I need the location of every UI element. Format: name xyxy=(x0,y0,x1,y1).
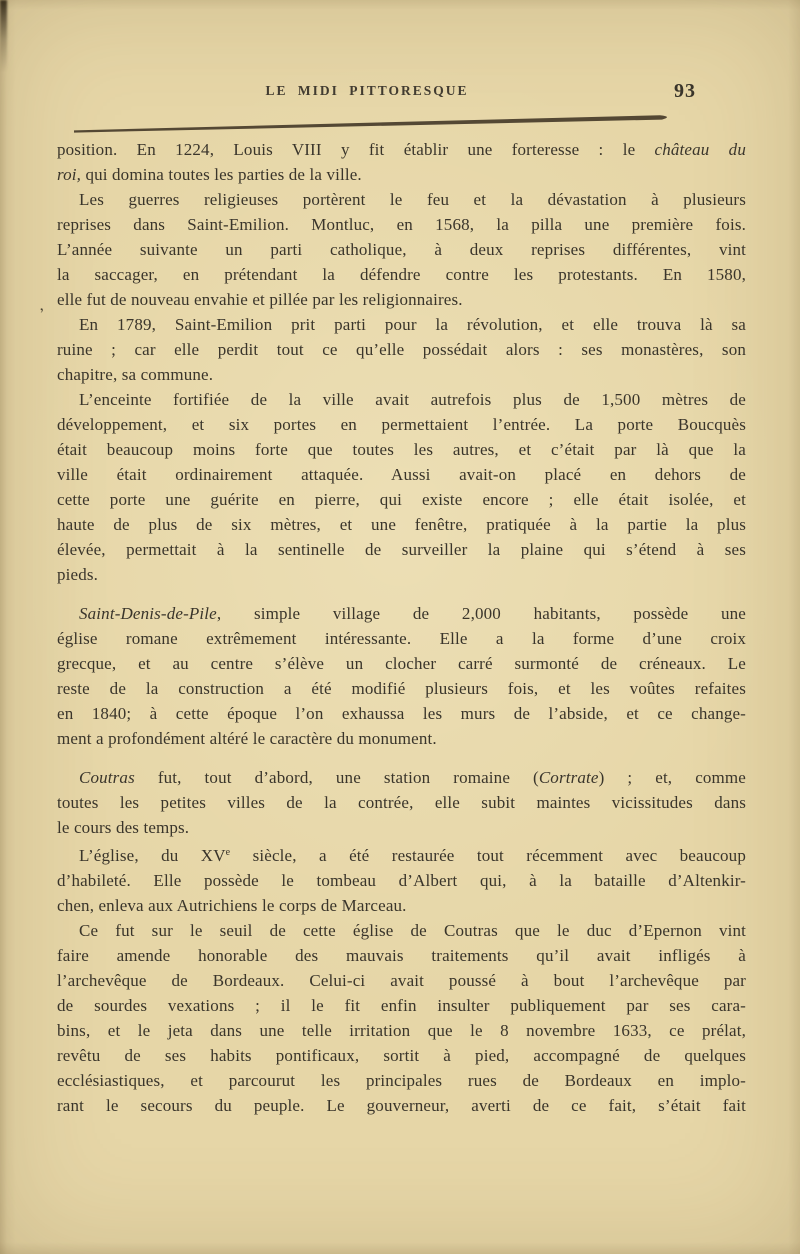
text-run: en 1840; à cette époque l’on exhaussa les murs de l’abside, et ce change- xyxy=(57,704,746,723)
text-line xyxy=(57,212,746,237)
text-run: reprises dans Saint-Emilion. Montluc, en 1568, la pilla une première fois. xyxy=(57,215,746,234)
text-line xyxy=(57,968,746,993)
text-run: l’archevêque de Bordeaux. Celui-ci avait poussé à bout l’archevêque par xyxy=(57,971,746,990)
text-run: ville était ordinairement attaquée. Aussi avait-on placé en dehors de xyxy=(57,465,746,484)
paragraph xyxy=(57,601,746,751)
text-run: Coutras xyxy=(79,768,135,787)
text-run: e xyxy=(225,847,231,858)
text-line xyxy=(57,651,746,676)
paragraph xyxy=(57,918,746,1118)
text-line xyxy=(57,601,746,626)
text-line xyxy=(57,387,746,412)
paragraph xyxy=(57,840,746,918)
text-block xyxy=(57,137,746,1118)
text-line xyxy=(57,1018,746,1043)
text-run: , simple village de 2,000 habitants, possède une xyxy=(216,604,746,623)
text-run: ) ; et, comme xyxy=(598,768,746,787)
paragraph xyxy=(57,187,746,312)
text-run: fut, tout d’abord, une station romaine ( xyxy=(134,768,539,787)
text-run: L’église, du XV xyxy=(79,846,226,865)
text-line xyxy=(57,537,746,562)
text-run: chen, enleva aux Autrichiens le corps de Marceau. xyxy=(57,896,407,915)
text-run: élevée, permettait à la sentinelle de surveiller la plaine qui s’étend à ses xyxy=(57,540,746,559)
text-run: haute de plus de six mètres, et une fenêtre, pratiquée à la partie la plus xyxy=(57,515,746,534)
text-line xyxy=(57,918,746,943)
header-rule xyxy=(74,112,678,136)
text-line xyxy=(57,137,746,162)
text-run: ecclésiastiques, et parcourut les principales rues de Bordeaux en implo- xyxy=(57,1071,746,1090)
text-line xyxy=(57,790,746,815)
text-run: revêtu de ses habits pontificaux, sortit à pied, accompagné de quelques xyxy=(57,1046,746,1065)
text-line xyxy=(57,162,746,187)
text-run: cette porte une guérite en pierre, qui existe encore ; elle était isolée, et xyxy=(57,490,746,509)
text-run: bins, et le jeta dans une telle irritation que le 8 novembre 1633, ce prélat, xyxy=(57,1021,746,1040)
text-run: rant le secours du peuple. Le gouverneur, averti de ce fait, s’était fait xyxy=(57,1096,746,1115)
text-run: reste de la construction a été modifié plusieurs fois, et les voûtes refaites xyxy=(57,679,746,698)
running-title: LE MIDI PITTORESQUE xyxy=(265,83,469,98)
text-run: toutes les petites villes de la contrée, elle subit maintes vicissitudes dans xyxy=(57,793,746,812)
text-run: le cours des temps. xyxy=(57,818,190,837)
page-number: 93 xyxy=(674,80,696,102)
text-run: ment a profondément altéré le caractère du monument. xyxy=(57,729,437,748)
text-line xyxy=(57,1093,746,1118)
text-run: chapitre, sa commune. xyxy=(57,365,214,384)
text-run: la saccager, en prétendant la défendre contre les protestants. En 1580, xyxy=(57,265,746,284)
text-run: d’habileté. Elle possède le tombeau d’Albert qui, à la bataille d’Altenkir- xyxy=(57,871,746,890)
text-run: de sourdes vexations ; il le fit enfin insulter publiquement par ses cara- xyxy=(57,996,746,1015)
text-run: château du xyxy=(654,140,746,159)
text-run: L’année suivante un parti catholique, à deux reprises différentes, vint xyxy=(57,240,746,259)
text-line xyxy=(57,312,746,337)
text-line xyxy=(57,943,746,968)
text-line xyxy=(57,626,746,651)
text-run: roi, xyxy=(57,165,82,184)
text-run: En 1789, Saint-Emilion prit parti pour la révolution, et elle trouva là sa xyxy=(79,315,746,334)
text-run: Ce fut sur le seuil de cette église de Coutras que le duc d’Epernon vint xyxy=(79,921,746,940)
page-header xyxy=(0,80,800,104)
text-run: L’enceinte fortifiée de la ville avait autrefois plus de 1,500 mètres de xyxy=(79,390,746,409)
text-run: elle fut de nouveau envahie et pillée par les religionnaires. xyxy=(57,290,463,309)
paragraph xyxy=(57,312,746,387)
text-line xyxy=(57,562,746,587)
text-run: ruine ; car elle perdit tout ce qu’elle possédait alors : ses monastères, son xyxy=(57,340,746,359)
text-line xyxy=(57,362,746,387)
text-run: était beaucoup moins forte que toutes les autres, et c’était par là que la xyxy=(57,440,746,459)
text-run: Les guerres religieuses portèrent le feu et la dévastation à plusieurs xyxy=(79,190,746,209)
text-line xyxy=(57,512,746,537)
text-line xyxy=(57,1043,746,1068)
text-line xyxy=(57,1068,746,1093)
text-line xyxy=(57,187,746,212)
text-line xyxy=(57,701,746,726)
text-line xyxy=(57,237,746,262)
text-run: Saint-Denis-de-Pile xyxy=(79,604,217,623)
scan-edge-shadow xyxy=(0,0,7,72)
text-line xyxy=(57,868,746,893)
text-run: Cortrate xyxy=(538,768,599,787)
text-run: position. En 1224, Louis VIII y fit établir une forteresse : le xyxy=(57,140,655,159)
paragraph xyxy=(57,765,746,840)
text-run: pieds. xyxy=(57,565,99,584)
text-line xyxy=(57,262,746,287)
text-run: faire amende honorable des mauvais traitements qu’il avait infligés à xyxy=(57,946,746,965)
stray-ink-mark: , xyxy=(37,296,45,315)
text-line xyxy=(57,993,746,1018)
text-run: qui domina toutes les parties de la ville. xyxy=(81,165,362,184)
text-line xyxy=(57,765,746,790)
text-run: grecque, et au centre s’élève un clocher carré surmonté de créneaux. Le xyxy=(57,654,746,673)
paragraph xyxy=(57,137,746,187)
text-line xyxy=(57,676,746,701)
text-line xyxy=(57,462,746,487)
text-line xyxy=(57,412,746,437)
paragraph xyxy=(57,387,746,587)
text-line xyxy=(57,815,746,840)
text-line xyxy=(57,893,746,918)
text-run: église romane extrêmement intéressante. Elle a la forme d’une croix xyxy=(57,629,746,648)
text-line xyxy=(57,726,746,751)
text-line xyxy=(57,287,746,312)
text-run: siècle, a été restaurée tout récemment avec beaucoup xyxy=(230,846,746,865)
text-line xyxy=(57,337,746,362)
text-line xyxy=(57,840,746,868)
text-line xyxy=(57,487,746,512)
text-line xyxy=(57,437,746,462)
text-run: développement, et six portes en permettaient l’entrée. La porte Boucquès xyxy=(57,415,746,434)
